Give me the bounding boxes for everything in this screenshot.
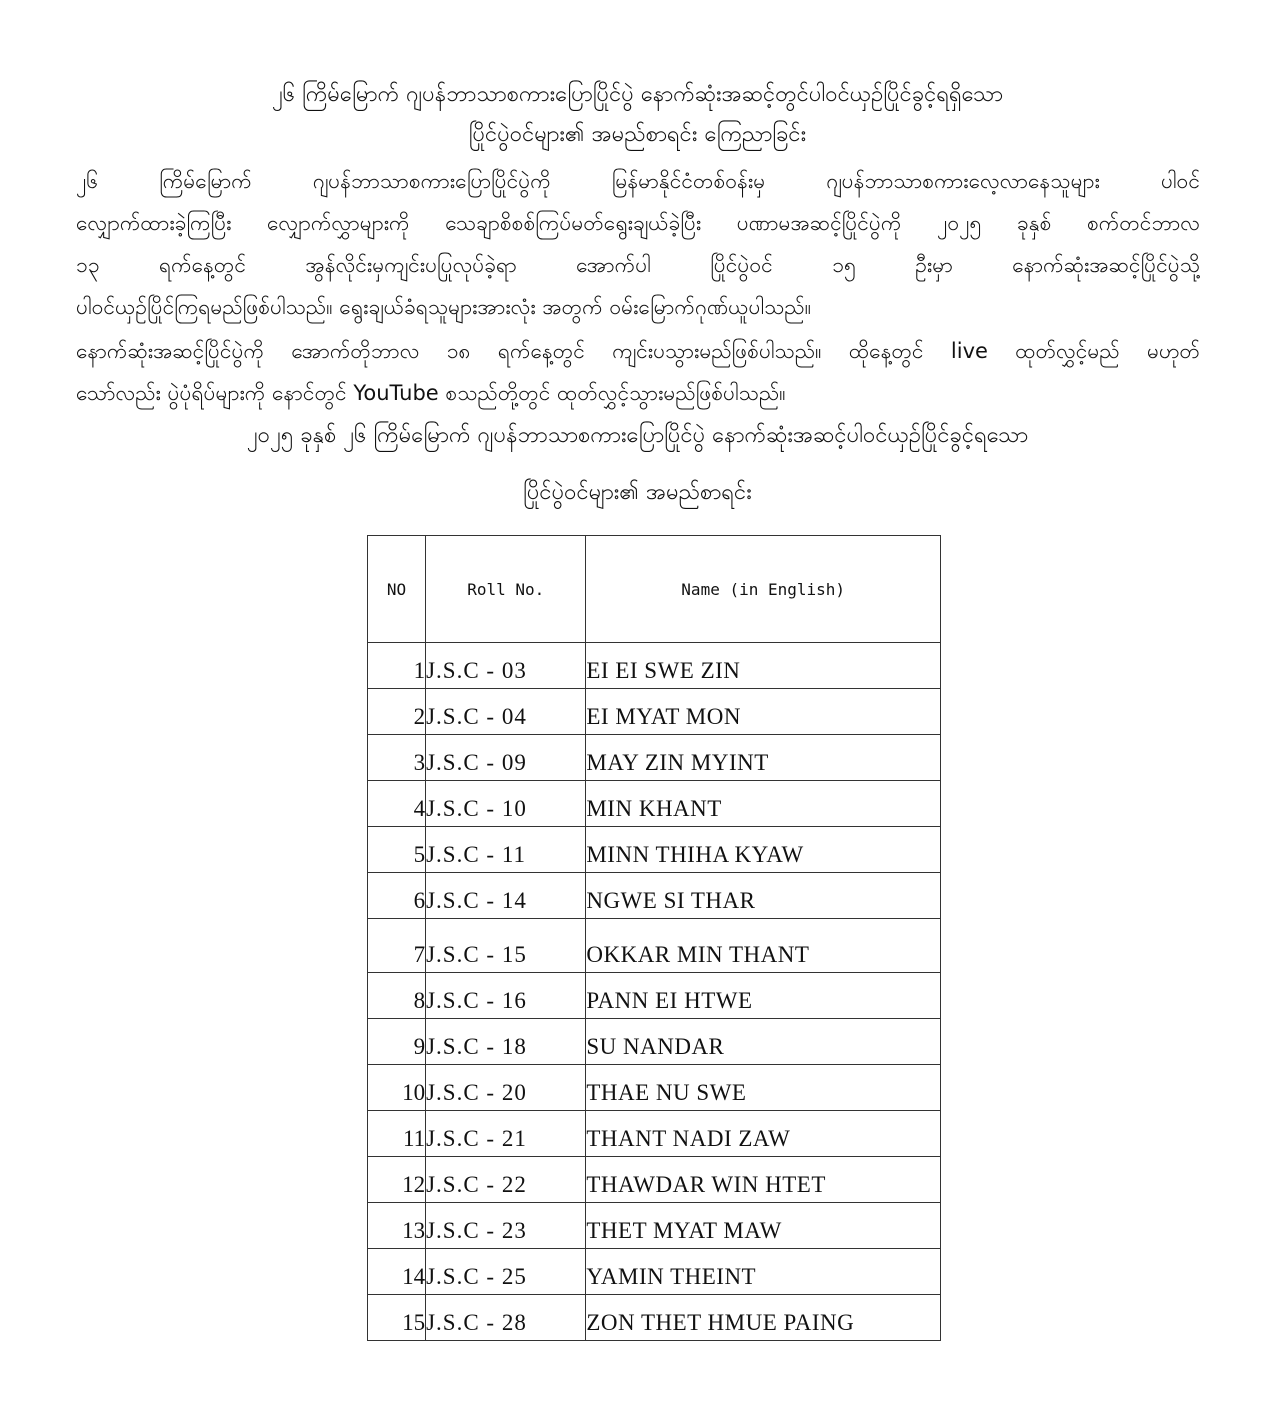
schedule-line: သော်လည်း ပွဲပုံရိပ်များကို နောင်တွင် YouTube စသည်တို့တွင် ထုတ်လွှင့်သွားမည်ဖြစ်ပါသည်။: [76, 381, 786, 405]
announcement-title-line1: ၂၆ ကြိမ်မြောက် ဂျပန်ဘာသာစကားပြောပြိုင်ပွဲ နောက်ဆုံးအဆင့်တွင်ပါဝင်ယှဉ်ပြိုင်ခွင့်ရရှိသော: [271, 82, 1004, 107]
row-number: 4: [368, 781, 426, 827]
participant-name: THET MYAT MAW: [586, 1203, 941, 1249]
column-header-no: NO: [368, 536, 426, 643]
schedule-paragraph: [76, 330, 1200, 414]
participant-name: MIN KHANT: [586, 781, 941, 827]
row-number: 13: [368, 1203, 426, 1249]
table-row: [368, 735, 941, 781]
roll-number: J.S.C - 14: [426, 873, 586, 919]
row-number: 12: [368, 1157, 426, 1203]
roll-number: J.S.C - 18: [426, 1019, 586, 1065]
table-row: [368, 827, 941, 873]
list-heading-line1: ၂၀၂၅ ခုနှစ် ၂၆ ကြိမ်မြောက် ဂျပန်ဘာသာစကားပြောပြိုင်ပွဲ နောက်ဆုံးအဆင့်ပါဝင်ယှဉ်ပြိုင်ခွင့်ရသော: [246, 423, 1029, 448]
participant-name: YAMIN THEINT: [586, 1249, 941, 1295]
roll-number: J.S.C - 03: [426, 643, 586, 689]
table-row: [368, 1111, 941, 1157]
roll-number: J.S.C - 28: [426, 1295, 586, 1341]
roll-number: J.S.C - 15: [426, 919, 586, 973]
participant-name: THANT NADI ZAW: [586, 1111, 941, 1157]
table-row: [368, 1157, 941, 1203]
intro-paragraph: [76, 160, 1200, 328]
finalists-table: [367, 535, 941, 1341]
row-number: 14: [368, 1249, 426, 1295]
participant-name: EI MYAT MON: [586, 689, 941, 735]
roll-number: J.S.C - 23: [426, 1203, 586, 1249]
row-number: 8: [368, 973, 426, 1019]
row-number: 3: [368, 735, 426, 781]
list-heading-line2: ပြိုင်ပွဲဝင်များ၏ အမည်စာရင်း: [523, 480, 752, 505]
intro-line: ၂၆ ကြိမ်မြောက် ဂျပန်ဘာသာစကားပြောပြိုင်ပွဲကို မြန်မာနိုင်ငံတစ်ဝန်းမှ ဂျပန်ဘာသာစကားလေ့လာနေသူများ ပါဝင်: [76, 169, 1200, 193]
intro-line: ပါဝင်ယှဉ်ပြိုင်ကြရမည်ဖြစ်ပါသည်။ ရွေးချယ်ခံရသူများအားလုံး အတွက် ဝမ်းမြောက်ဂုဏ်ယူပါသည်။: [76, 295, 812, 319]
table-row: [368, 919, 941, 973]
table-header-row: [368, 536, 941, 643]
column-header-roll: Roll No.: [426, 536, 586, 643]
table-row: [368, 689, 941, 735]
roll-number: J.S.C - 10: [426, 781, 586, 827]
participant-name: NGWE SI THAR: [586, 873, 941, 919]
participant-name: MINN THIHA KYAW: [586, 827, 941, 873]
row-number: 11: [368, 1111, 426, 1157]
participant-name: THAWDAR WIN HTET: [586, 1157, 941, 1203]
participant-name: SU NANDAR: [586, 1019, 941, 1065]
participant-name: PANN EI HTWE: [586, 973, 941, 1019]
participant-name: EI EI SWE ZIN: [586, 643, 941, 689]
row-number: 6: [368, 873, 426, 919]
roll-number: J.S.C - 21: [426, 1111, 586, 1157]
intro-line: လျှောက်ထားခဲ့ကြပြီး လျှောက်လွှာများကို သေချာစိစစ်ကြပ်မတ်ရွေးချယ်ခဲ့ပြီး ပဏာမအဆင့်ပြိုင်ပွဲကို ၂၀၂၅ ခုနှစ် စက်တင်ဘာလ: [76, 211, 1200, 235]
roll-number: J.S.C - 09: [426, 735, 586, 781]
participant-name: OKKAR MIN THANT: [586, 919, 941, 973]
table-row: [368, 1065, 941, 1111]
table-row: [368, 643, 941, 689]
roll-number: J.S.C - 22: [426, 1157, 586, 1203]
roll-number: J.S.C - 11: [426, 827, 586, 873]
row-number: 1: [368, 643, 426, 689]
table-row: [368, 781, 941, 827]
table-body: [368, 643, 941, 1341]
table-row: [368, 973, 941, 1019]
roll-number: J.S.C - 16: [426, 973, 586, 1019]
table-row: [368, 1249, 941, 1295]
table-row: [368, 873, 941, 919]
roll-number: J.S.C - 04: [426, 689, 586, 735]
participant-name: THAE NU SWE: [586, 1065, 941, 1111]
table-row: [368, 1295, 941, 1341]
roll-number: J.S.C - 20: [426, 1065, 586, 1111]
column-header-name: Name (in English): [586, 536, 941, 643]
row-number: 15: [368, 1295, 426, 1341]
row-number: 10: [368, 1065, 426, 1111]
row-number: 5: [368, 827, 426, 873]
announcement-title-line2: ပြိုင်ပွဲဝင်များ၏ အမည်စာရင်း ကြေညာခြင်း: [468, 122, 807, 147]
row-number: 7: [368, 919, 426, 973]
row-number: 9: [368, 1019, 426, 1065]
table-row: [368, 1203, 941, 1249]
schedule-line: နောက်ဆုံးအဆင့်ပြိုင်ပွဲကို အောက်တိုဘာလ ၁၈ ရက်နေ့တွင် ကျင်းပသွားမည်ဖြစ်ပါသည်။ ထိုနေ့တွင် live ထုတ်လွှင့်မည် မဟုတ်: [76, 339, 1200, 363]
participant-name: ZON THET HMUE PAING: [586, 1295, 941, 1341]
table-row: [368, 1019, 941, 1065]
intro-line: ၁၃ ရက်နေ့တွင် အွန်လိုင်းမှကျင်းပပြုလုပ်ခဲ့ရာ အောက်ပါ ပြိုင်ပွဲဝင် ၁၅ ဦးမှာ နောက်ဆုံးအဆင့်ပြိုင်ပွဲသို့: [76, 253, 1200, 277]
row-number: 2: [368, 689, 426, 735]
participant-name: MAY ZIN MYINT: [586, 735, 941, 781]
roll-number: J.S.C - 25: [426, 1249, 586, 1295]
